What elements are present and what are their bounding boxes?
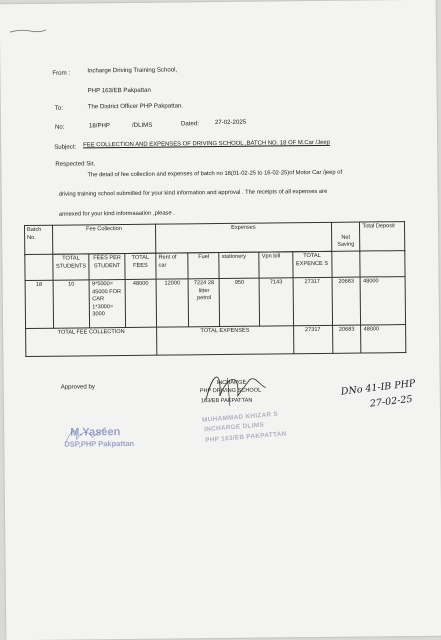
- net-saving-header: Net Saving: [331, 222, 360, 251]
- rent-of-car-header: Rent of car: [156, 253, 188, 279]
- cell-fuel: 7224 28 litter petrol: [188, 279, 220, 327]
- subject-value: FEE COLLECTION AND EXPENSES OF DRIVING SCHOOL ,BATCH NO. 18 OF M.Car /Jeep: [83, 139, 330, 149]
- dated-label: Dated:: [180, 120, 199, 128]
- incharge-line-1: INCHARGE: [216, 379, 247, 387]
- from-line-1: Incharge Driving Training School,: [87, 66, 178, 75]
- cell-batch: 18: [25, 280, 53, 328]
- cell-net-saving: 20683: [332, 277, 361, 325]
- body-line-2: driving training school submitted for your kind information and approval . The receipts of all expenses are: [58, 188, 328, 198]
- total-expences-header: TOTAL EXPENCE S: [292, 251, 331, 277]
- cell-total-fees: 48000: [125, 279, 157, 327]
- total-deposit-header: Total Deposit: [360, 222, 405, 251]
- from-line-2: PHP 163/EB Pakpattan: [87, 86, 151, 95]
- body-line-1: The detail of fee collection and expenses of batch no 18(01-02-25 to 16-02-25)of Motor Car /jeep of: [87, 169, 343, 179]
- table-header-row: [25, 222, 405, 255]
- total-expenses-label: TOTAL EXPENSES: [157, 326, 294, 355]
- total-students-header: TOTAL STUDENTS: [53, 254, 90, 280]
- cell-total-deposit: 48000: [361, 277, 406, 325]
- dlims-text: /DLIMS: [131, 121, 153, 129]
- corner-pen-mark: [8, 26, 48, 36]
- footer-total-expences: 27317: [293, 325, 332, 353]
- fuel-header: Fuel: [188, 253, 219, 279]
- footer-total-deposit: 48000: [361, 325, 406, 353]
- from-label: From :: [52, 69, 71, 77]
- salutation: Respected Sir,: [55, 160, 96, 168]
- table-footer-row: [26, 325, 406, 357]
- table-subheader-row: [25, 251, 405, 281]
- fee-collection-header: Fee Collection: [52, 224, 156, 254]
- incharge-line-2: PHP DRIVING SCHOOL: [199, 387, 262, 395]
- cell-total-expences: 27317: [293, 277, 332, 325]
- incharge-line-3: 163/EB PAKPATTAN: [200, 397, 253, 405]
- to-value: The District Officer PHP Pakpattan.: [87, 102, 184, 111]
- cell-students: 10: [53, 280, 90, 328]
- to-label: To:: [54, 104, 63, 112]
- dated-value: 27-02-2025: [214, 118, 247, 127]
- batch-no-header: Batch No.: [25, 225, 53, 254]
- total-fee-collection-label: TOTAL FEE COLLECTION: [26, 327, 157, 356]
- body-line-3: annexed for your kind informaaation ,please .: [58, 210, 175, 218]
- stamp-name: M.Yaseen: [70, 426, 121, 439]
- stationery-header: stationery: [219, 252, 259, 278]
- footer-net-saving: 20683: [332, 325, 361, 353]
- grey-stamp-line-3: PHP 163/EB PAKPATTAN: [205, 430, 287, 444]
- cell-rent: 12000: [156, 279, 189, 327]
- fee-expense-table: [24, 221, 406, 357]
- grey-stamp-line-2: INCHARGE DLIMS: [203, 421, 265, 434]
- cell-vpn: 7143: [259, 278, 293, 326]
- approved-by-label: Approved by: [60, 383, 95, 391]
- hand-dispatch-no: DNo 41-IB PHP: [340, 378, 416, 398]
- vpn-bill-header: Vpn bill: [259, 252, 293, 278]
- no-label: No:: [54, 123, 65, 131]
- total-fees-header: TOTAL FEES: [125, 253, 156, 279]
- cell-stationery: 950: [219, 278, 259, 326]
- dsp-signature-icon: [62, 421, 112, 450]
- cell-fees-per-student: 9*5000= 45000 FOR CAR 1*3000= 3000: [89, 280, 125, 328]
- subject-label: Subject:: [54, 143, 77, 151]
- table-row: [25, 277, 405, 329]
- fees-per-student-header: FEES PER STUDENT: [89, 254, 125, 280]
- expenses-header: Expenses: [156, 222, 332, 253]
- hand-dispatch-date: 27-02-25: [369, 393, 414, 410]
- grey-stamp-line-1: MUHAMMAD KHIZAR S: [201, 410, 279, 424]
- no-value: 18/PHP: [88, 122, 111, 130]
- stamp-title: DSP,PHP Pakpattan: [64, 438, 135, 449]
